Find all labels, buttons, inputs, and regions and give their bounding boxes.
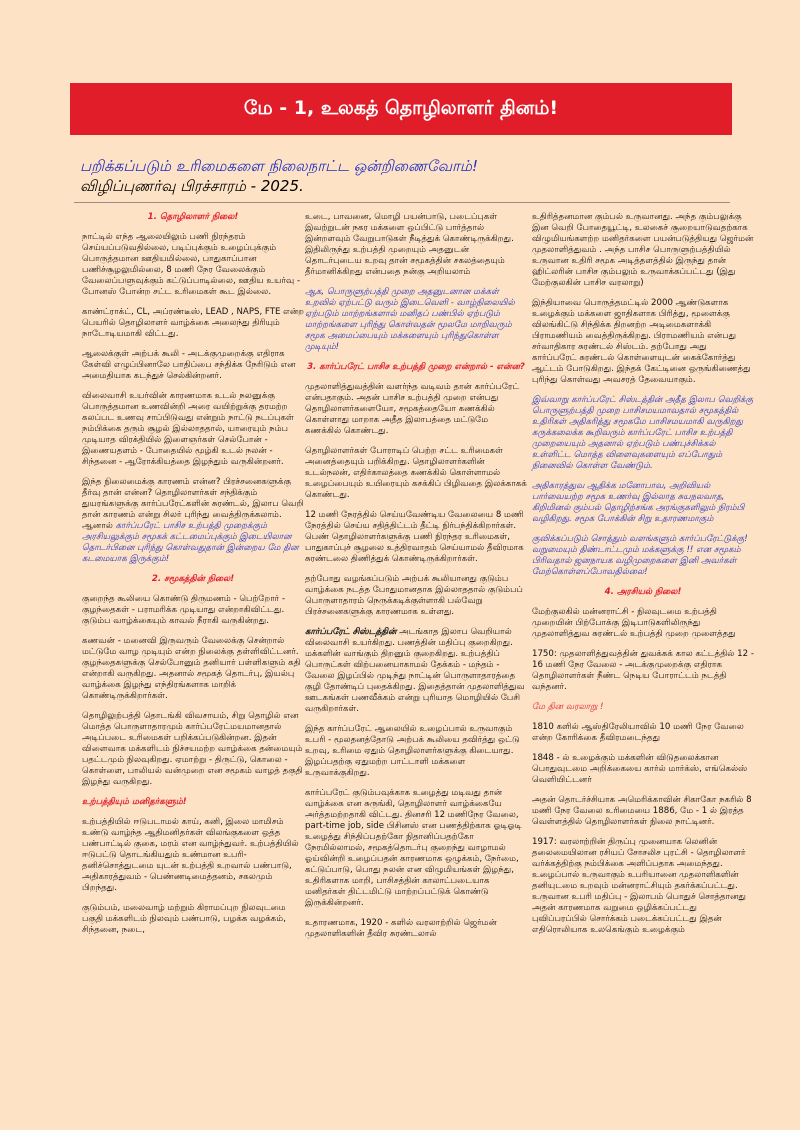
paragraph: நாட்டில் எந்த ஆலையிலும் பணி நிரந்தரம் செய்யப்படுவதில்லை, படிப்புக்கும் உழைப்புக்கும் பொருத்தமான ஊதியமில்லை, பாதுகாப்பான பணிச்சூழலுமில்லை, 8 மணி நேர வேலைக்கும் வேலைப்பளுவுக்கும் கட்டுப்பாடில்லை, ஊதிய உயர்வு - போனஸ் போன்ற சட்ட உரிமைகள் கூட இல்லை. (82, 232, 301, 297)
paragraph: ஆலைக்குள் அற்பக் கூலி - அடக்குமுறைக்கு எதிராக கேள்வி எழுப்பினாலே பாதிப்பை சந்திக்க நேரிடும் என அமைதியாக கடந்துச் செல்கின்றனர். (82, 349, 296, 381)
section-heading-politics: 4. அரசியல் நிலை! (604, 587, 682, 597)
paragraph: இந்த கார்ப்பரேட் ஆலையில் உழைப்பால் உருவாகும் உபரி - மூலதனத்தோடு அற்பக் கூலியை தவிர்த்து ஒட்டு உறவு, உரிமை ஏதும் தொழிலாளர்களுக்கு கிடையாது. இழப்பதற்கு ஏதுமற்ற பாட்டாளி மக்களை உருவாக்குகிறது. (305, 724, 520, 778)
section-heading-society: 2. சமூகத்தின் நிலை! (151, 574, 235, 584)
paragraph: உதாரணமாக, 1920 - களில் வரலாற்றில் ஜெர்மன் முதலாளிகளின் தீவிர சுரண்டலால் (305, 918, 497, 939)
paragraph: 1750: முதலாளித்துவத்தின் துவக்கக் கால கட்டத்தில் 12 - 16 மணி நேர வேலை - அடக்குமுறைக்கு எதிராக தொழிலாளர்கள் நீண்ட நெடிய போராட்டம் நடத்தி வந்தனர். (532, 649, 754, 692)
subtitle-line-1: பறிக்கப்படும் உரிமைகளை நிலைநாட்ட ஒன்றிணைவோம்! (80, 157, 478, 175)
highlight-paragraph: இவ்வாறு கார்ப்பரேட் சிஸ்டத்தின் அதீத இலாப வெறிக்கு பொருளுற்பத்தி முறை பாசிசமயமாவதால் சமூகத்தில் உதிரிகள் அதிகரித்து சமூகமே பாசிசமயமாகி வருகிறது கருக்கலைக்க கூறிவரும் கார்ப்பரேட் பாசிச உற்பத்தி முறையையும் அதனால் ஏற்படும் பண்புச்சிக்கல் உள்ளிட்ட மொத்த விளைவுகளையும் எப்போதும் நினைவில் கொள்ள வேண்டும். (532, 395, 754, 471)
emphasis-text: கார்ப்பரேட் சிஸ்டத்தின் (305, 627, 397, 637)
paragraph-text: இந்த நிலைமைக்கு காரணம் என்ன? பிரச்சனைகளுக்கு தீர்வு தான் என்ன? தொழிலாளர்கள் சந்திக்கும் துயரங்களுக்கு கார்ப்பரேட்களின் சுரண்டல், இலாப வெறி தான் காரணம் என்று சிலர் புரிந்து வைத்திருக்கலாம். ஆனால் (82, 477, 304, 531)
section-heading-workers: 1. தொழிலாளர் நிலை! (147, 212, 239, 222)
highlight-paragraph: அதிகாரத்துவ ஆதிக்க மனோபாவ, அறிவியல் பார்வையற்ற சமூக உணர்வு இல்லாத சுயநலவாத, கிறிமினல் கும்பல் தொழிற்சங்க அரங்குகளிலும் நிரம்பி வழிகிறது. சமூக போக்கின் சிறு உதாரணமாகும் (532, 481, 745, 524)
paragraph (82, 477, 304, 565)
paragraph: காண்ட்ராக்ட், CL, அப்ரண்டீஸ், LEAD , NAPS, FTE என்ற பெயரில் தொழிலாளர் வாழ்க்கை அலைந்து திரியும் நாடோடியமாகி விட்டது. (82, 307, 305, 339)
paragraph: தற்போது வழங்கப்படும் அற்பக் கூலியானது குடும்ப வாழ்க்கை நடத்த போதுமானதாக இல்லாததால் குடும்பப் பொருளாதாரம் நெருக்கடிக்குள்ளாகி பல்வேறு பிரச்சனைகளுக்கு காரணமாக உள்ளது. (305, 574, 523, 617)
paragraph-text: அடங்காத இலாப வெறியால் விலைவாசி உயர்கிறது. பணத்தின் மதிப்பு குறைகிறது. மக்களின் வாங்கும் திறனும் குறைகிறது. உற்பத்திப் பொருட்கள் விற்பனையாகாமல் தேக்கம் - மந்தம் - வேலை இழப்பில் முடிந்து நாட்டின் பொருளாதாரத்தை குழி தோண்டிப் புதைக்கிறது. இதைத்தான் முதலாளித்துவ ஊடகங்கள் பணவீக்கம் என்று புரியாத மொழியில் பேசி வருகிறார்கள். (305, 627, 525, 714)
paragraph: மேற்குலகில் மன்னராட்சி - நிலவுடமை உற்பத்தி முறையின் பிற்போக்கு இடிபாடுகளிலிருந்து முதலாளித்துவ சுரண்டல் உற்பத்தி முறை முளைத்தது (532, 607, 736, 639)
subtitle-block (80, 156, 720, 196)
paragraph: குறைந்த கூலியை கொண்டு திருமணம் - பெற்றோர் - குழந்தைகள் - பராமரிக்க முடியாது என்றாகிவிட்டது. குடும்ப வாழ்க்கையும் காவல் நீராகி வருகின்றது. (82, 594, 286, 626)
page-banner: மே - 1, உலகத் தொழிலாளர் தினம்! (70, 83, 732, 135)
paragraph: கார்ப்பரேட் குடும்பவுக்காக உழைத்து மடிவது தான் வாழ்க்கை என சுருங்கி, தொழிலாளர் வாழ்க்கையே அர்த்தமற்றதாகி விட்டது. தினசரி 12 மணிநேர வேலை, part-time job, side பிசினஸ் என பணத்திற்காக ஓடிஓடி உழைத்து சிந்திப்பதற்கோ நிதானிப்பதற்கோ நேரமில்லாமல், சமூகத்தொடர்பு குறைந்து வாழாமல் ஓய்வின்றி உழைப்பதன் காரணமாக ஒழுக்கம், நேர்மை, கட்டுப்பாடு, பொது நலன் என விழுமியங்கள் இழந்து, உதிரிகளாக மாறி, பாசிசத்தின் காலாட்படையாக மனிதர்கள் திட்டமிட்டு மாற்றப்பட்டுக் கொண்டு இருக்கின்றனர். (305, 788, 522, 908)
paragraph: உடை, பாவனை, மொழி பயன்பாடு, படைப்புகள் இவற்றுடன் நகர மக்களை ஒப்பிட்டு பார்த்தால் இன்றளவும் வேறுபாடுகள் நீடித்துக் கொண்டிருக்கிறது. இதிலிருந்து உற்பத்தி முறையும் அதனுடன் தொடர்புடைய உறவு தான் சமூகத்தின் சகலத்தையும் தீர்மானிக்கிறது என்பதை நன்கு அறியலாம் (305, 212, 514, 277)
paragraph: முதலாளித்துவத்தின் வளர்ந்த வடிவம் தான் கார்ப்பரேட் என்பதாகும். அதன் பாசிச உற்பத்தி முறை என்பது தொழிலாளர்களையோ, சமூகத்தையோ கணக்கில் கொள்ளாது மாறாக அதீத இலாபத்தை மட்டுமே கணக்கில் கொண்டது. (305, 382, 520, 436)
highlight-paragraph: ஆக, பொருளுற்பத்தி முறை அதனுடனான மக்கள் உறவில் ஏற்பட்டு வரும் இடைவெளி - வாழ்நிலையில் ஏற்படும் மாற்றங்களால் மனிதப் பண்பில் ஏற்படும் மாற்றங்களை புரிந்து கொள்வதன் மூலமே மாறிவரும் சமூக அமைப்பையும் மக்களையும் புரிந்துகொள்ள முடியும்! (305, 287, 515, 352)
paragraph: தொழிலுற்பத்தி தொடங்கி விவசாயம், சிறு தொழில் என மொத்த பொருளாதாரமும் கார்ப்பரேட்மயமானதால் அடிப்படை உரிமைகள் பறிக்கப்படுகின்றன. இதன் விளைவாக மக்களிடம் நிச்சயமற்ற வாழ்க்கை தன்மையும் பதட்டமும் நிலவுகிறது. ஏமாற்று - திருட்டு, கொலை - கொள்ளை, பாலியல் வன்முறை என சமூகம் வாழத் தகுதி இழந்து வருகிறது. (82, 711, 303, 787)
paragraph: 1810 களில் ஆஸ்திரேலியாவில் 10 மணி நேர வேலை என்ற கோரிக்கை தீவிரமடைந்தது (532, 722, 744, 743)
subtitle-line-2: விழிப்புணர்வு பிரச்சாரம் - 2025. (80, 177, 304, 195)
highlight-paragraph: குவிக்கப்படும் சொத்தும் வளங்களும் கார்ப்பரேட்டுக்கு! வறுமையும் திண்டாட்டமும் மக்களுக்கு !! என சமூகம் பிரிவதால் ஜனநாயக வழிமுறைகளை இனி அவர்கள் மேற்கொள்ளப்போவதில்லை! (532, 534, 748, 577)
section-heading-corporate: 3. கார்ப்பரேட் பாசிச உற்பத்தி முறை என்றால் - என்ன? (307, 362, 525, 372)
paragraph: கணவன் - மனைவி இருவரும் வேலைக்கு சென்றால் மட்டுமே வாழ முடியும் என்ற நிலைக்கு தள்ளிவிட்டனர். குழந்தைகளுக்கு செல்போனும் தனியார் பள்ளிகளும் கதி என்றாகி வருகிறது. அதனால் சமூகத் தொடர்பு, இயல்பு வாழ்க்கை இழந்து எந்திரங்களாக மாறிக் கொண்டிருக்கிறார்கள். (82, 636, 301, 701)
paragraph: 1848 - ல் உழைக்கும் மக்களின் விடுதலைக்கான பொதுவுடமை அறிக்கையை கார்ல் மார்க்ஸ், எங்கெல்ஸ் வெளியிட்டனர் (532, 753, 748, 785)
subheading-production: உற்பத்தியும் மனிதர்களும்! (82, 797, 187, 807)
divider (74, 202, 730, 203)
paragraph: உதிரித்தனமான கும்பல் உருவானது. அந்த கும்பலுக்கு இன வெறி போதையூட்டி, உலகைச் சூறையாடுவதற்காக விழுமியங்களற்ற மனிதர்களை பயன்படுத்தியது ஜெர்மன் முதலாளித்துவம் . அந்த பாசிச பொருளுற்பத்தியில் உருவான உதிரி சமூக அடித்தளத்தில் இருந்து தான் ஹிட்லரின் பாசிச கும்பலும் உருவாக்கப்பட்டது (இது மேற்குலகின் பாசிச வரலாறு) (532, 212, 754, 288)
paragraph (305, 627, 527, 715)
paragraph: குடும்பம், மலைவாழ் மற்றும் கிராமப்புற நிலவுடமை பகுதி மக்களிடம் நிலவும் பண்பாடு, பழக்க வழக்கம், சிந்தனை, நடை, (82, 903, 286, 935)
paragraph: அதன் தொடர்ச்சியாக அமெரிக்காவின் சிகாகோ நகரில் 8 மணி நேர வேலை உரிமையை 1886, மே - 1 ல் இரத்த வெள்ளத்தில் தொழிலாளர்கள் நிலை நாட்டினர். (532, 795, 752, 827)
highlight-text: கார்ப்பரேட் பாசிச உற்பத்தி முறைக்கும் அரசியலுக்கும் சமூகக் கட்டமைப்புக்கும் இடையிலான தொடர்பினை புரிந்து கொள்வதுதான் இன்றைய மே தின கடமையாக இருக்கும்! (82, 521, 299, 564)
paragraph: 1917: வரலாற்றின் திருப்பு முனையாக லெனின் தலைமையிலான ரசியப் சோசலிச புரட்சி - தொழிலாளர் வர்க்கத்திற்கு நம்பிக்கை அளிப்பதாக அமைந்தது. உழைப்பால் உருவாகும் உபரியானை முதலாளிகளின் தனியுடமை உறவும் மன்னராட்சியும் தகர்க்கப்பட்டது. உருவான உபரி மதிப்பு - இலாபம் பொதுச் சொத்தானது அதன் காரணமாக வறுமை ஒழிக்கப்பட்டது புவிப்பரப்பில் சொர்க்கம் படைக்கப்பட்டது இதன் எதிரொலியாக உலகெங்கும் உழைக்கும் (532, 837, 746, 935)
paragraph: விலைவாசி உயர்வின் காரணமாக உடல் நலனுக்கு பொருத்தமான உணவின்றி அரை வயிற்றுக்கு தரமற்ற கலப்பட உணவு சாப்பிடுவது என்றும் நாட்டு நடப்புகள் நம்பிக்கை தரும் சூழல் இல்லாததால், யாரையும் நம்ப முடியாத விரக்தியில் இளைஞர்கள் செல்போன் - இணையதளம் - போதையில் மூழ்கி உடல் நலன் - சிந்தனை - ஆரோக்கியத்தை இழந்தும் வருகின்றனர். (82, 391, 294, 467)
column-3 (532, 212, 754, 945)
paragraph: தொழிலாளர்கள் போராடிப் பெற்ற சட்ட உரிமைகள் அனைத்தையும் பறிக்கிறது. தொழிலாளர்களின் உடல்நலன், எதிர்காலத்தை கணக்கில் கொள்ளாமல் உழைப்பையும் உயிரையும் கசக்கிப் பிழிவதை இலக்காகக் கொண்டது. (305, 446, 527, 500)
paragraph: 12 மணி நேரத்தில் செய்யவேண்டிய வேலையை 8 மணி நேரத்தில் செய்ய சதித்திட்டம் தீட்டி நிர்பந்திக்கிறார்கள். பெண் தொழிலாளர்களுக்கு பணி நிரந்தர உரிமைகள், பாதுகாப்புச் சூழலை உத்திரவாதம் செய்யாமல் தீவிரமாக சுரண்டலை திணித்துக் கொண்டிருக்கிறார்கள். (305, 510, 524, 564)
column-1 (82, 212, 304, 945)
subheading-may-day-history: மே தின வரலாறு ! (532, 702, 604, 712)
paragraph: இந்தியாவை பொருத்தமட்டில் 2000 ஆண்டுகளாக உழைக்கும் மக்களை ஜாதிகளாக பிரித்து, மூளைக்கு விலங்கிட்டு சிந்திக்க திறனற்ற அடிமைகளாக்கி பிராமணியம் வைத்திருக்கிறது. பிராமணியம் என்பது சர்வாதிகார சுரண்டல் சிஸ்டம். தற்போது அது கார்ப்பரேட் சுரண்டல் கொள்ளையுடன் கைக்கோர்த்து ஆட்டம் போடுகிறது. இந்தக் கேட்டினை ஒருங்கிணைத்து புரிந்து கொள்வது அவசரத் தேவையாகும். (532, 298, 751, 385)
column-2 (305, 212, 527, 949)
paragraph: உற்பத்தியில் ஈடுபடாமல் காய், கனி, இலை மாமிசம் உண்டு வாழ்ந்த ஆதிமனிதர்கள் விலங்குகளை ஒத்த பண்பாட்டில் குகை, மரம் என வாழ்ந்துவர். உற்பத்தியில் ஈடுபட்டு தொடங்கியதும் உண்மான உபரி-தனிச்சொத்துடமை யுடன் உற்பத்தி உறவால் பண்பாடு, அதிகாரத்துவம் - பெண்ணடிமைத்தனம், சகலமும் பிறந்தது. (82, 817, 299, 893)
